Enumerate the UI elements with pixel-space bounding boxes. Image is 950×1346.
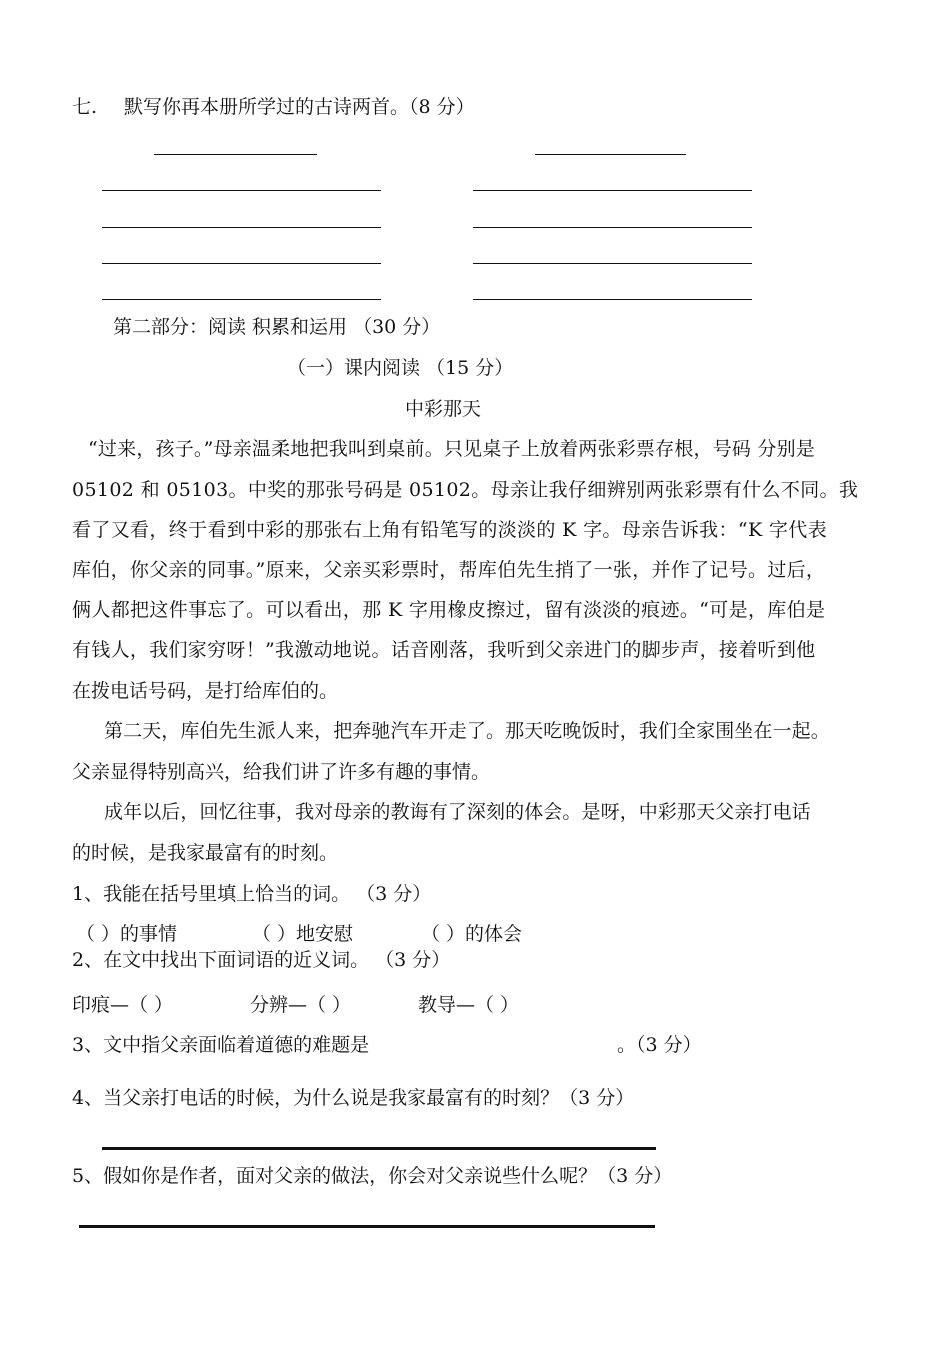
article-title: 中彩那天 (405, 398, 482, 420)
section7-text: 默写你再本册所学过的古诗两首。（8 分） (124, 96, 475, 118)
poem1-title-blank[interactable] (154, 154, 317, 155)
poem1-line-blank[interactable] (102, 263, 381, 264)
article-line: 父亲显得特别高兴，给我们讲了许多有趣的事情。 (72, 761, 491, 783)
article-line: “过来，孩子。”母亲温柔地把我叫到桌前。只见桌子上放着两张彩票存根，号码 分别是 (88, 438, 815, 460)
poem2-line-blank[interactable] (473, 263, 752, 264)
article-line: 第二天，库伯先生派人来，把奔驰汽车开走了。那天吃晚饭时，我们全家围坐在一起。 (104, 720, 830, 742)
poem2-line-blank[interactable] (473, 190, 752, 191)
article-line: 05102 和 05103。中奖的那张号码是 05102。母亲让我仔细辨别两张彩票有什么不同。我 (72, 479, 859, 501)
part2-title: 第二部分：阅读 积累和运用 （30 分） (113, 316, 441, 338)
article-line: 俩人都把这件事忘了。可以看出，那 K 字用橡皮擦过，留有淡淡的痕迹。“可是，库伯是 (72, 599, 826, 621)
section7-label: 七. (72, 96, 98, 118)
article-line: 在拨电话号码，是打给库伯的。 (72, 680, 339, 702)
article-line: 成年以后，回忆往事，我对母亲的教诲有了深刻的体会。是呀，中彩那天父亲打电话 (104, 801, 811, 823)
q4-answer-line[interactable] (102, 1147, 656, 1150)
reading-subtitle: （一）课内阅读 （15 分） (287, 357, 514, 379)
q2-blank[interactable]: 分辨—（ ） (250, 994, 352, 1016)
article-line: 有钱人，我们家穷呀！”我激动地说。话音刚落，我听到父亲进门的脚步声，接着听到他 (72, 639, 816, 661)
q1-blank[interactable]: （ ）的事情 (76, 923, 178, 945)
q1-blank[interactable]: （ ）的体会 (421, 923, 523, 945)
question-3-score: 。（3 分） (617, 1034, 702, 1056)
article-line: 看了又看，终于看到中彩的那张右上角有铅笔写的淡淡的 K 字。母亲告诉我：“K 字代表 (72, 519, 827, 541)
question-4: 4、当父亲打电话的时候，为什么说是我家最富有的时刻？（3 分） (72, 1087, 635, 1109)
question-2: 2、在文中找出下面词语的近义词。 （3 分） (72, 949, 451, 971)
poem1-line-blank[interactable] (102, 227, 381, 228)
question-3: 3、文中指父亲面临着道德的难题是 (72, 1034, 370, 1056)
poem2-line-blank[interactable] (473, 227, 752, 228)
poem1-line-blank[interactable] (102, 190, 381, 191)
q1-blank[interactable]: （ ）地安慰 (252, 923, 354, 945)
question-1: 1、我能在括号里填上恰当的词。 （3 分） (72, 883, 432, 905)
question-5: 5、假如你是作者，面对父亲的做法，你会对父亲说些什么呢？（3 分） (72, 1165, 673, 1187)
article-line: 库伯，你父亲的同事。”原来，父亲买彩票时，帮库伯先生捎了一张，并作了记号。过后， (72, 559, 826, 581)
q2-blank[interactable]: 印痕—（ ） (72, 994, 174, 1016)
poem2-title-blank[interactable] (535, 154, 686, 155)
poem1-line-blank[interactable] (102, 299, 381, 300)
poem2-line-blank[interactable] (473, 299, 752, 300)
article-line: 的时候，是我家最富有的时刻。 (72, 842, 339, 864)
q5-answer-line[interactable] (79, 1225, 655, 1228)
q2-blank[interactable]: 教导—（ ） (418, 994, 520, 1016)
